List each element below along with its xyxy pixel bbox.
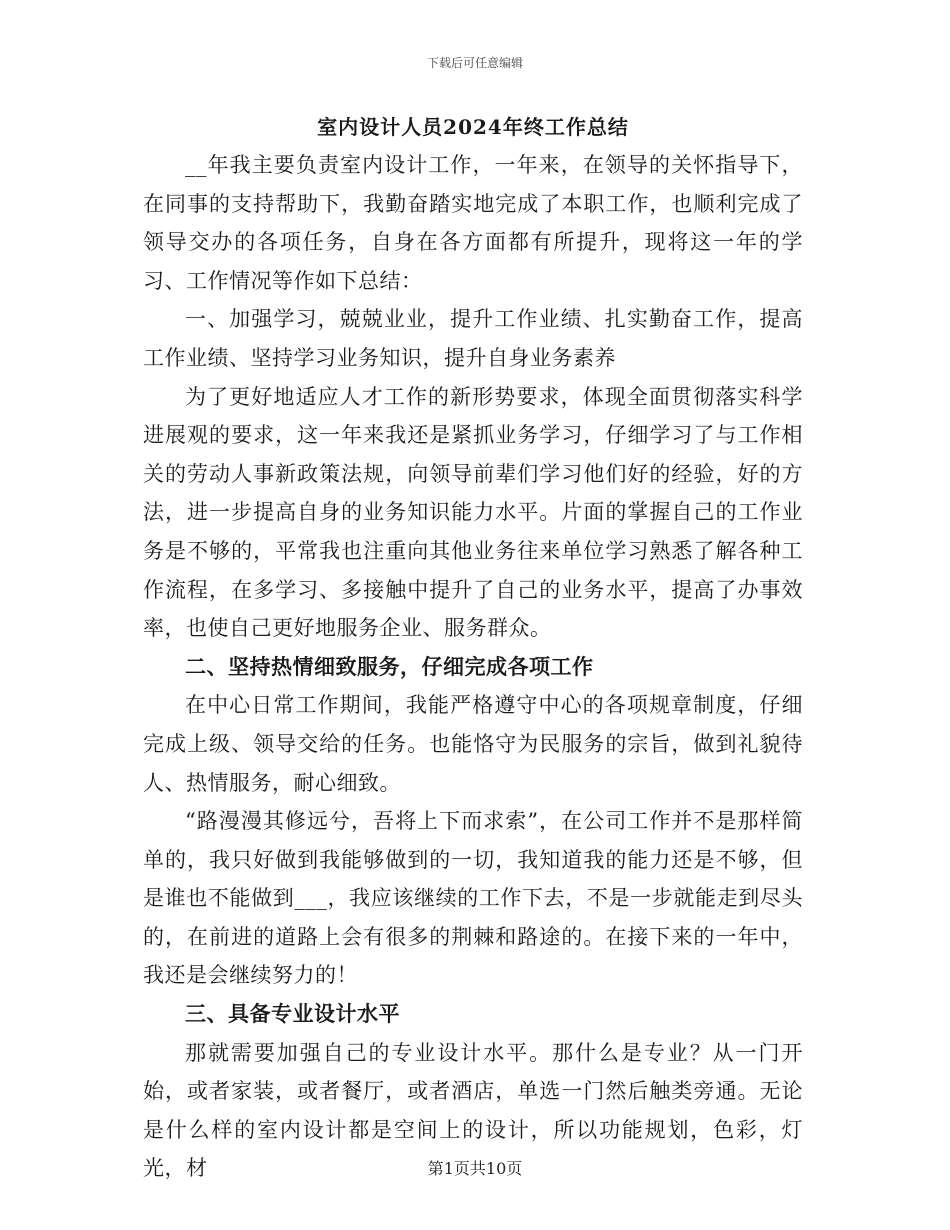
page-footer: 第1页共10页 — [427, 1159, 523, 1178]
document-title: 室内设计人员2024年终工作总结 — [317, 115, 629, 139]
document-body — [143, 110, 803, 1188]
paragraph-service: 在中心日常工作期间，我能严格遵守中心的各项规章制度，仔细完成上级、领导交给的任务。也能恪守为民服务的宗旨，做到礼貌待人、热情服务，耐心细致。 — [143, 693, 803, 795]
paragraph-intro: __年我主要负责室内设计工作，一年来，在领导的关怀指导下，在同事的支持帮助下，我勤奋踏实地完成了本职工作，也顺利完成了领导交办的各项任务，自身在各方面都有所提升，现将这一年的学习、工作情况等作如下总结： — [143, 153, 803, 293]
header-note: 下载后可任意编辑 — [426, 56, 523, 70]
paragraph-quote: “路漫漫其修远兮，吾将上下而求索”，在公司工作并不是那样简单的，我只好做到我能够做到的一切，我知道我的能力还是不够，但是谁也不能做到___，我应该继续的工作下去，不是一步就能走到尽头的，在前进的道路上会有很多的荆棘和路途的。在接下来的一年中，我还是会继续努力的！ — [143, 809, 803, 988]
paragraph-design: 那就需要加强自己的专业设计水平。那什么是专业？从一门开始，或者家装，或者餐厅，或者酒店，单选一门然后触类旁通。无论是什么样的室内设计都是空间上的设计，所以功能规划，色彩，灯光，材 — [143, 1040, 803, 1181]
paragraph-section-one-heading: 一、加强学习，兢兢业业，提升工作业绩、扎实勤奋工作，提高工作业绩、坚持学习业务知识，提升自身业务素养 — [143, 307, 803, 370]
section-heading-two: 二、坚持热情细致服务，仔细完成各项工作 — [185, 653, 594, 679]
section-heading-three: 三、具备专业设计水平 — [185, 1001, 400, 1027]
paragraph-study: 为了更好地适应人才工作的新形势要求，体现全面贯彻落实科学进展观的要求，这一年来我还是紧抓业务学习，仔细学习了与工作相关的劳动人事新政策法规，向领导前辈们学习他们好的经验，好的方法，进一步提高自身的业务知识能力水平。片面的掌握自己的工作业务是不够的，平常我也注重向其他业务往来单位学习熟悉了解各种工作流程，在多学习、多接触中提升了自己的业务水平，提高了办事效率，也使自己更好地服务企业、服务群众。 — [143, 384, 803, 641]
